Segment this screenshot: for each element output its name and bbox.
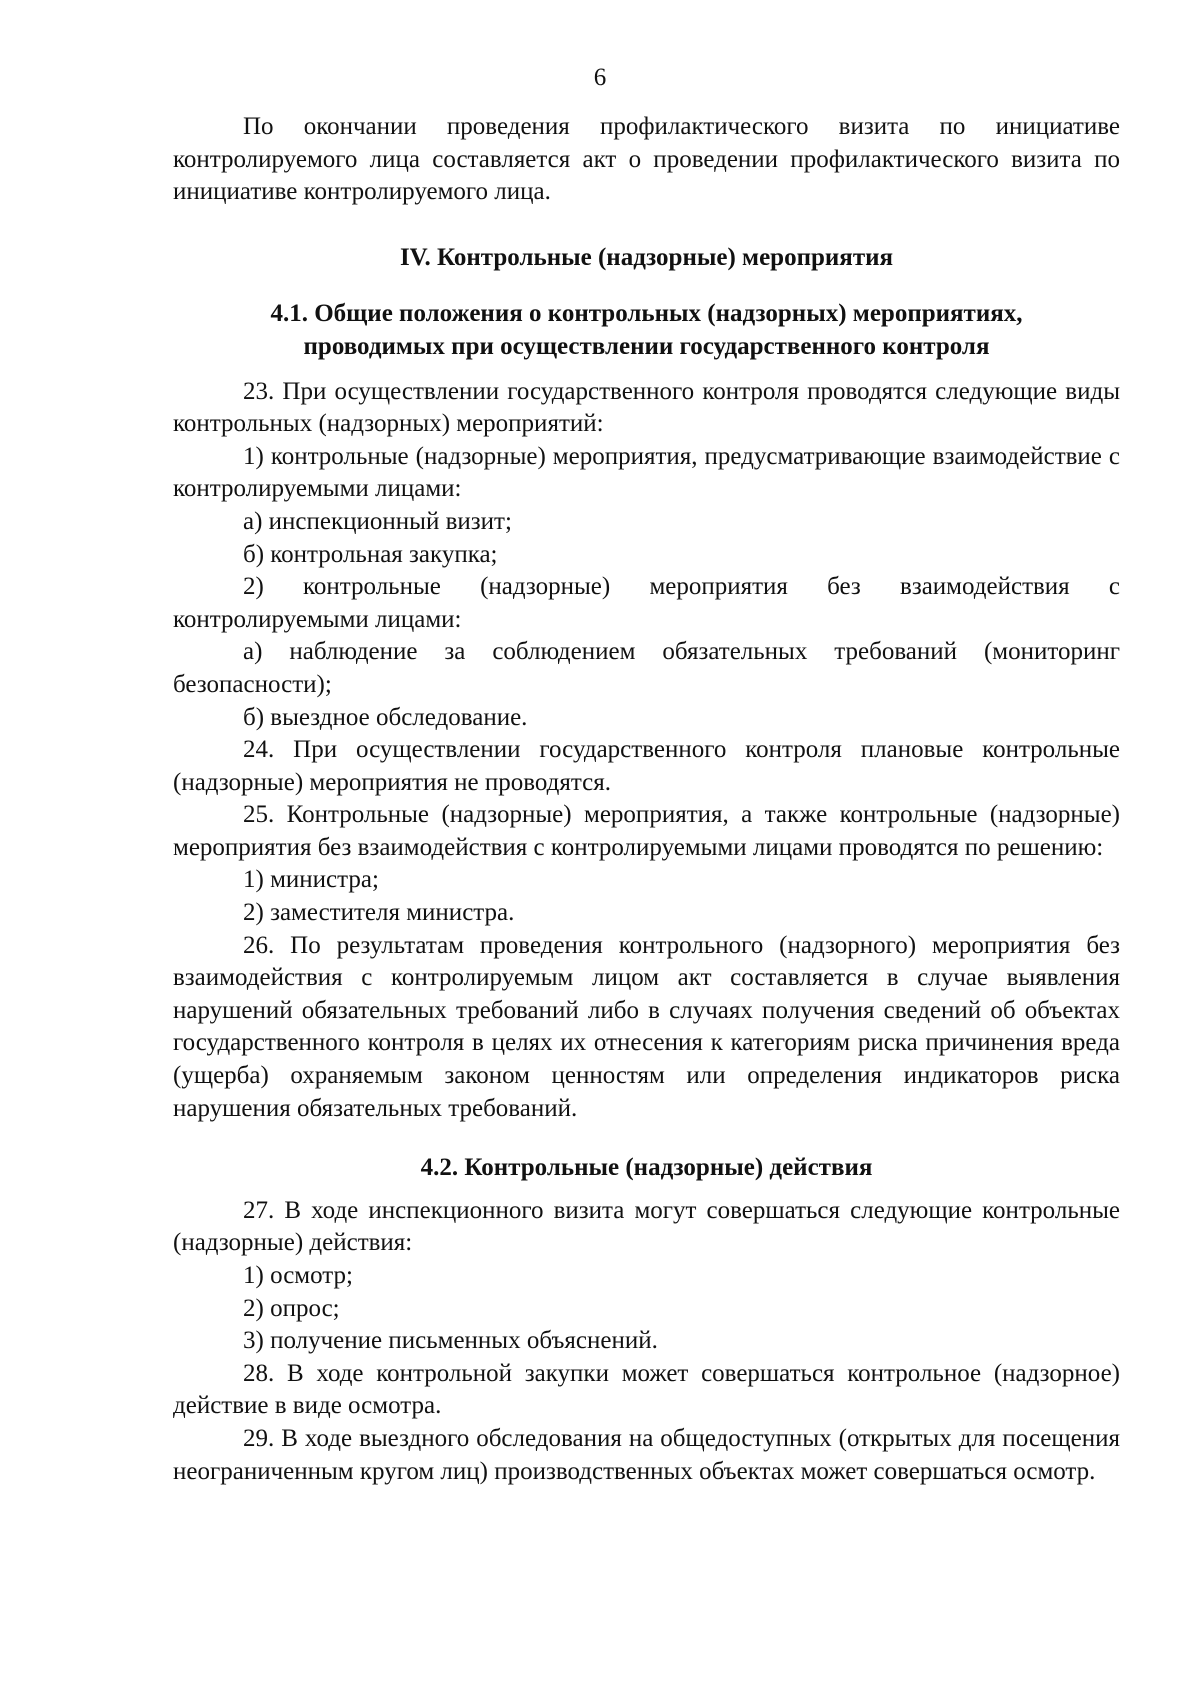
subsection-4-1-title-line1: 4.1. Общие положения о контрольных (надзорных) мероприятиях, [270,300,1023,328]
paragraph-23-2: 2) контрольные (надзорные) мероприятия без взаимодействия с контролируемыми лицами: [173,573,1120,633]
paragraph-27: 27. В ходе инспекционного визита могут совершаться следующие контрольные (надзорные) действия: [173,1196,1120,1257]
intro-paragraph: По окончании проведения профилактического визита по инициативе контролируемого лица составляется акт о проведении профилактического визита по инициативе контролируемого лица. [173,113,1120,206]
section-title: IV. Контрольные (надзорные) мероприятия [399,243,894,271]
paragraph-25-1: 1) министра; [243,866,379,894]
subsection-4-1-title-line2: проводимых при осуществлении государственного контроля [303,332,990,360]
paragraph-23-1: 1) контрольные (надзорные) мероприятия, предусматривающие взаимодействие с контролируемыми лицами: [173,442,1120,503]
paragraph-27-3: 3) получение письменных объяснений. [243,1327,658,1355]
page-number: 6 [593,64,607,91]
paragraph-23: 23. При осуществлении государственного контроля проводятся следующие виды контрольных (надзорных) мероприятий: [173,377,1120,438]
paragraph-23-1-a: а) инспекционный визит; [243,507,512,535]
paragraph-23-2-a: а) наблюдение за соблюдением обязательных требований (мониторинг безопасности); [173,638,1120,698]
paragraph-28: 28. В ходе контрольной закупки может совершаться контрольное (надзорное) действие в виде осмотра. [173,1359,1120,1420]
paragraph-23-1-b: б) контрольная закупка; [243,540,498,568]
paragraph-27-2: 2) опрос; [243,1294,340,1322]
paragraph-29: 29. В ходе выездного обследования на общедоступных (открытых для посещения неограниченным кругом лиц) производственных объектах может совершаться осмотр. [173,1424,1120,1485]
document-body [173,111,1120,1488]
subsection-4-2-title: 4.2. Контрольные (надзорные) действия [420,1154,873,1182]
paragraph-27-1: 1) осмотр; [243,1262,353,1289]
paragraph-26: 26. По результатам проведения контрольного (надзорного) мероприятия без взаимодействия с контролируемым лицом акт составляется в случае выявления нарушений обязательных требований либо в случаях получения сведений об объектах государственного контроля в целях их отнесения к категориям риска причинения вреда (ущерба) охраняемым законом ценностям или определения индикаторов риска нарушения обязательных требований. [173,931,1120,1122]
paragraph-24: 24. При осуществлении государственного контроля плановые контрольные (надзорные) мероприятия не проводятся. [173,736,1120,796]
paragraph-25-2: 2) заместителя министра. [243,899,515,927]
paragraph-23-2-b: б) выездное обследование. [243,703,528,731]
paragraph-25: 25. Контрольные (надзорные) мероприятия, а также контрольные (надзорные) мероприятия без взаимодействия с контролируемыми лицами проводятся по решению: [173,801,1120,861]
